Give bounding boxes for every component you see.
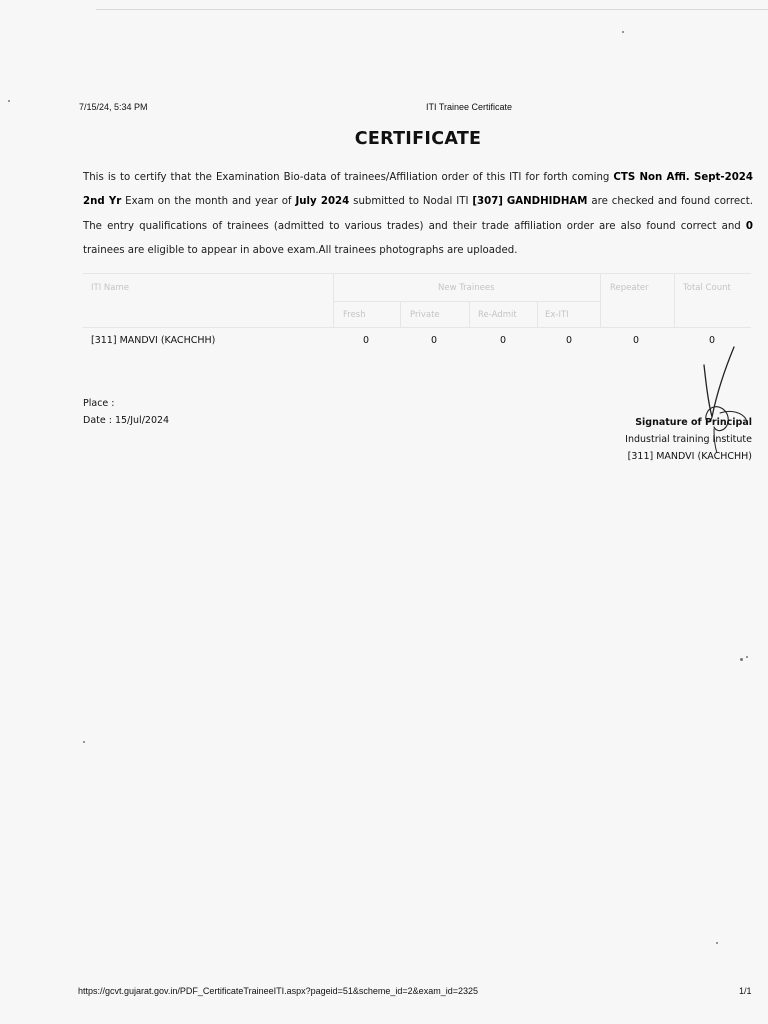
header-fresh: Fresh — [343, 310, 366, 320]
nodal-iti-name: GANDHIDHAM — [506, 196, 588, 208]
header-ex-iti: Ex-ITI — [545, 310, 569, 320]
table-col-divider — [400, 301, 401, 327]
scan-speck — [83, 741, 85, 743]
header-re-admit: Re-Admit — [478, 310, 517, 320]
nodal-iti-code: [307] — [472, 196, 503, 208]
row-iti-name: [311] MANDVI (KACHCHH) — [91, 335, 216, 346]
header-private: Private — [410, 310, 440, 320]
table-header-bottom-border — [83, 327, 751, 328]
header-new-trainees: New Trainees — [438, 283, 495, 293]
row-total-count: 0 — [709, 335, 716, 346]
table-top-border — [83, 273, 751, 274]
certificate-body — [83, 166, 753, 264]
body-text-2: Exam on the month and year of — [121, 196, 296, 208]
exam-month-year: July 2024 — [295, 196, 350, 208]
body-text-5: are checked and found correct. The entry qualifications of trainees (admitted to various trades) and their trade affiliation order are also found correct and — [83, 196, 753, 232]
scan-speck — [746, 656, 748, 658]
scan-speck — [716, 942, 718, 944]
header-repeater: Repeater — [610, 283, 649, 293]
row-fresh: 0 — [363, 335, 370, 346]
header-total-count: Total Count — [683, 283, 731, 293]
body-text-1: This is to certify that the Examination Bio-data of trainees/Affiliation order of this ITI for forth coming — [83, 172, 614, 183]
signature-title: Signature of Principal — [635, 417, 752, 428]
row-re-admit: 0 — [500, 335, 507, 346]
source-url: https://gcvt.gujarat.gov.in/PDF_CertificateTraineeITI.aspx?pageid=51&scheme_id=2&exam_id=2325 — [78, 986, 478, 996]
body-text-6: trainees are eligible to appear in above exam.All trainees photographs are uploaded. — [83, 245, 518, 257]
scan-edge-line — [96, 9, 768, 10]
document-title: ITI Trainee Certificate — [426, 102, 513, 112]
principal-signature-block — [625, 414, 752, 465]
table-subheader-border — [333, 301, 600, 302]
date-label: Date : 15/Jul/2024 — [83, 415, 170, 426]
body-text-3: submitted to Nodal ITI — [349, 196, 473, 208]
table-col-divider — [333, 273, 334, 327]
header-iti-name: ITI Name — [91, 283, 129, 293]
place-label: Place : — [83, 398, 115, 409]
row-repeater: 0 — [633, 335, 640, 346]
scan-speck — [622, 31, 624, 33]
table-col-divider — [600, 273, 601, 327]
institute-type: Industrial training Institute — [625, 434, 752, 445]
scan-speck — [740, 658, 743, 661]
institute-name: [311] MANDVI (KACHCHH) — [627, 451, 752, 462]
print-datetime: 7/15/24, 5:34 PM — [79, 102, 148, 112]
page-number: 1/1 — [739, 986, 752, 996]
exam-name: CTS Non Affi. Sept-2024 2nd Yr — [83, 172, 753, 208]
row-private: 0 — [431, 335, 438, 346]
row-ex-iti: 0 — [566, 335, 573, 346]
eligible-count: 0 — [745, 220, 753, 232]
table-col-divider — [674, 273, 675, 327]
table-col-divider — [537, 301, 538, 327]
certificate-title: CERTIFICATE — [354, 129, 482, 149]
scan-speck — [8, 100, 10, 102]
table-col-divider — [469, 301, 470, 327]
